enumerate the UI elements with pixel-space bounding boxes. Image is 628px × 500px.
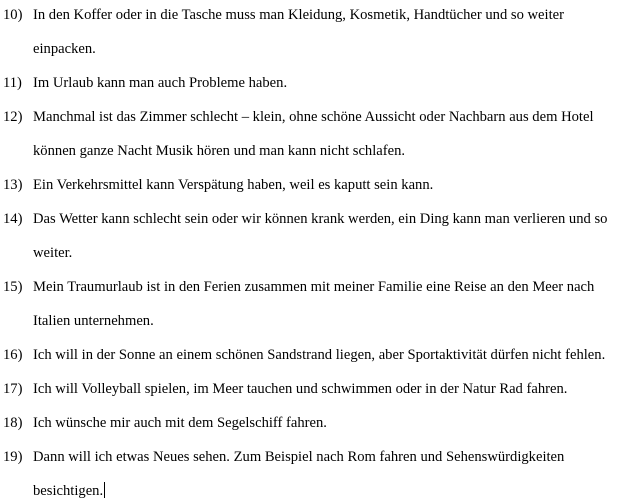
item-text-continued: einpacken. [33, 41, 96, 57]
item-number: 15) [3, 279, 23, 295]
item-number: 13) [3, 177, 23, 193]
item-text: Manchmal ist das Zimmer schlecht – klein, ohne schöne Aussicht oder Nachbarn aus dem Hotel [33, 109, 594, 125]
item-text: In den Koffer oder in die Tasche muss man Kleidung, Kosmetik, Handtücher und so weiter [33, 7, 564, 23]
item-text-continued: weiter. [33, 245, 73, 261]
text-cursor [104, 482, 105, 498]
item-text: Ein Verkehrsmittel kann Verspätung haben, weil es kaputt sein kann. [33, 177, 434, 193]
item-number: 16) [3, 347, 23, 363]
item-text: Dann will ich etwas Neues sehen. Zum Beispiel nach Rom fahren und Sehenswürdigkeiten [33, 449, 565, 465]
item-text-continued: können ganze Nacht Musik hören und man kann nicht schlafen. [33, 143, 406, 159]
item-text: Ich wünsche mir auch mit dem Segelschiff fahren. [33, 415, 327, 431]
item-number: 18) [3, 415, 23, 431]
item-text-continued: Italien unternehmen. [33, 313, 154, 329]
item-number: 11) [3, 75, 22, 91]
item-text-continued [33, 482, 105, 500]
item-number: 19) [3, 449, 23, 465]
item-number: 17) [3, 381, 23, 397]
item-text: Mein Traumurlaub ist in den Ferien zusammen mit meiner Familie eine Reise an den Meer nach [33, 279, 595, 295]
item-number: 10) [3, 7, 23, 23]
item-number: 12) [3, 109, 23, 125]
item-text: Im Urlaub kann man auch Probleme haben. [33, 75, 288, 91]
item-text: Ich will Volleyball spielen, im Meer tauchen und schwimmen oder in der Natur Rad fahren. [33, 381, 568, 397]
item-number: 14) [3, 211, 23, 227]
item-text: Ich will in der Sonne an einem schönen Sandstrand liegen, aber Sportaktivität dürfen nicht fehlen. [33, 347, 606, 363]
item-text: Das Wetter kann schlecht sein oder wir können krank werden, ein Ding kann man verlieren und so [33, 211, 608, 227]
item-text-last: besichtigen. [33, 483, 104, 499]
